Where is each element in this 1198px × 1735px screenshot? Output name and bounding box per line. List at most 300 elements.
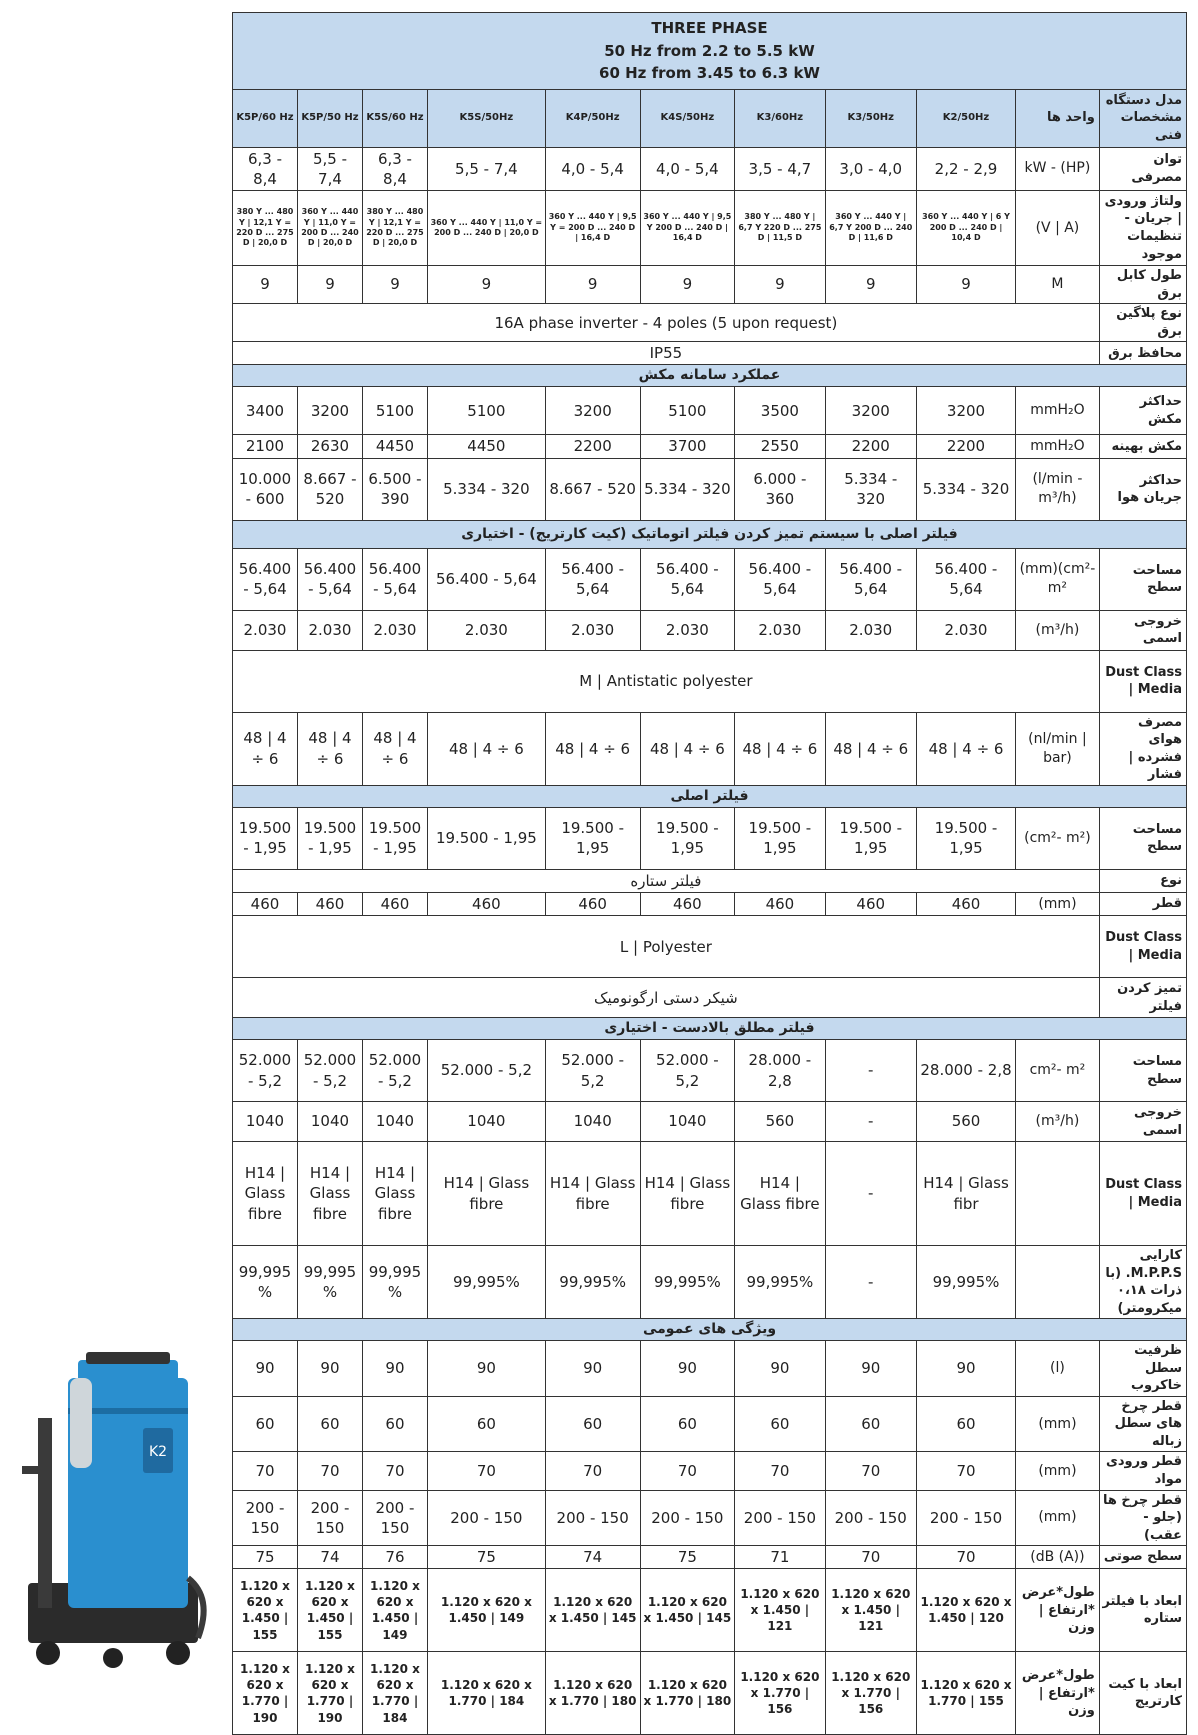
- spec-header: [1099, 89, 1186, 147]
- dims_star-value: 1.120 x 620 x 1.450 | 149: [362, 1569, 427, 1652]
- cable-value: 9: [427, 266, 545, 304]
- max_airflow-value: 5.334 - 320: [916, 458, 1015, 520]
- surface2-value: 19.500 - 1,95: [825, 807, 916, 869]
- table-row: [233, 1040, 1187, 1102]
- max_suction-value: 3200: [825, 387, 916, 435]
- spec-header-line: مدل دستگاه: [1105, 92, 1182, 108]
- max_suction-value: 3500: [735, 387, 825, 435]
- surface1-value: 56.400 - 5,64: [825, 548, 916, 610]
- protection-value: IP55: [233, 342, 1100, 365]
- wheels-value: 200 - 150: [297, 1490, 362, 1546]
- bin_wheel-value: 60: [825, 1396, 916, 1452]
- max_airflow-label: حداکثر جریان هوا: [1099, 458, 1186, 520]
- table-row: [233, 712, 1187, 785]
- noise-value: 74: [297, 1546, 362, 1569]
- model-header: K3/60Hz: [735, 89, 825, 147]
- tank-value: 90: [427, 1341, 545, 1397]
- output3-label: خروجی اسمی: [1099, 1102, 1186, 1142]
- inlet-value: 70: [735, 1452, 825, 1490]
- opt_suction-value: 2550: [735, 435, 825, 458]
- output3-value: 1040: [362, 1102, 427, 1142]
- efficiency-value: -: [825, 1246, 916, 1319]
- diameter-value: 460: [640, 892, 735, 915]
- surface3-value: 52.000 - 5,2: [233, 1040, 298, 1102]
- opt_suction-value: 2630: [297, 435, 362, 458]
- output3-value: -: [825, 1102, 916, 1142]
- dims_star-value: 1.120 x 620 x 1.450 | 121: [825, 1569, 916, 1652]
- surface2-value: 19.500 - 1,95: [362, 807, 427, 869]
- opt_suction-unit: mmH₂O: [1016, 435, 1100, 458]
- cable-value: 9: [297, 266, 362, 304]
- inlet-value: 70: [362, 1452, 427, 1490]
- type-label: نوع: [1099, 869, 1186, 892]
- table-row: [233, 1569, 1187, 1652]
- bin_wheel-value: 60: [427, 1396, 545, 1452]
- noise-value: 70: [825, 1546, 916, 1569]
- surface3-value: 52.000 - 5,2: [362, 1040, 427, 1102]
- surface1-value: 56.400 - 5,64: [545, 548, 640, 610]
- wheels-value: 200 - 150: [362, 1490, 427, 1546]
- surface2-value: 19.500 - 1,95: [427, 807, 545, 869]
- title-line: THREE PHASE: [651, 19, 768, 37]
- dims_cart-value: 1.120 x 620 x 1.770 | 156: [735, 1652, 825, 1735]
- surface1-value: 56.400 - 5,64: [916, 548, 1015, 610]
- max_airflow-value: 6.500 - 390: [362, 458, 427, 520]
- table-row: [233, 978, 1187, 1018]
- wheels-value: 200 - 150: [916, 1490, 1015, 1546]
- voltage-value: 360 Y ... 440 Y | 11,0 Y = 200 D ... 240 D | 20,0 D: [427, 191, 545, 266]
- surface1-value: 56.400 - 5,64: [640, 548, 735, 610]
- dust3-value: H14 | Glass fibre: [735, 1142, 825, 1246]
- efficiency-value: 99,995%: [233, 1246, 298, 1319]
- table-row: [233, 89, 1187, 147]
- cable-value: 9: [916, 266, 1015, 304]
- wheels-value: 200 - 150: [640, 1490, 735, 1546]
- noise-value: 75: [640, 1546, 735, 1569]
- tank-unit: (l): [1016, 1341, 1100, 1397]
- max_suction-unit: mmH₂O: [1016, 387, 1100, 435]
- table-row: [233, 1018, 1187, 1040]
- max_airflow-value: 8.667 - 520: [297, 458, 362, 520]
- cable-value: 9: [545, 266, 640, 304]
- opt_suction-value: 4450: [362, 435, 427, 458]
- surface3-unit: cm²- m²: [1016, 1040, 1100, 1102]
- surface2-value: 19.500 - 1,95: [916, 807, 1015, 869]
- max_suction-value: 3200: [545, 387, 640, 435]
- tank-value: 90: [916, 1341, 1015, 1397]
- air_consumption-value: 48 | 4 ÷ 6: [545, 712, 640, 785]
- cable-value: 9: [362, 266, 427, 304]
- surface1-unit: (mm)(cm²- m²: [1016, 548, 1100, 610]
- section-header: فیلتر مطلق بالادست - اختیاری: [233, 1018, 1187, 1040]
- tank-value: 90: [545, 1341, 640, 1397]
- protection-label: محافظ برق: [1099, 342, 1186, 365]
- cable-value: 9: [735, 266, 825, 304]
- title-line: 50 Hz from 2.2 to 5.5 kW: [604, 41, 815, 60]
- max_airflow-value: 10.000 - 600: [233, 458, 298, 520]
- wheels-unit: (mm): [1016, 1490, 1100, 1546]
- dust1-value: M | Antistatic polyester: [233, 650, 1100, 712]
- output3-value: 1040: [233, 1102, 298, 1142]
- diameter-value: 460: [427, 892, 545, 915]
- wheels-value: 200 - 150: [545, 1490, 640, 1546]
- dims_star-value: 1.120 x 620 x 1.450 | 145: [640, 1569, 735, 1652]
- table-row: [233, 548, 1187, 610]
- dims_cart-value: 1.120 x 620 x 1.770 | 184: [427, 1652, 545, 1735]
- dust1-label: Dust Class | Media: [1099, 650, 1186, 712]
- max_airflow-value: 5.334 - 320: [825, 458, 916, 520]
- tank-label: ظرفیت سطل خاکروب: [1099, 1341, 1186, 1397]
- diameter-label: قطر: [1099, 892, 1186, 915]
- dims_star-value: 1.120 x 620 x 1.450 | 149: [427, 1569, 545, 1652]
- surface2-value: 19.500 - 1,95: [735, 807, 825, 869]
- output3-value: 1040: [545, 1102, 640, 1142]
- diameter-unit: (mm): [1016, 892, 1100, 915]
- table-row: [233, 520, 1187, 548]
- table-row: [233, 1319, 1187, 1341]
- table-row: [233, 13, 1187, 90]
- output1-label: خروجی اسمی: [1099, 610, 1186, 650]
- voltage-label: ولتاژ ورودی | جریان - تنظیمات موجود: [1099, 191, 1186, 266]
- dust3-value: H14 | Glass fibre: [545, 1142, 640, 1246]
- svg-text:K2: K2: [148, 1444, 168, 1460]
- model-header: K5S/50Hz: [427, 89, 545, 147]
- table-row: [233, 1341, 1187, 1397]
- diameter-value: 460: [233, 892, 298, 915]
- opt_suction-value: 2200: [825, 435, 916, 458]
- wheels-value: 200 - 150: [735, 1490, 825, 1546]
- output1-value: 2.030: [735, 610, 825, 650]
- power-unit: kW - (HP): [1016, 147, 1100, 191]
- surface1-value: 56.400 - 5,64: [362, 548, 427, 610]
- cable-value: 9: [825, 266, 916, 304]
- opt_suction-value: 2200: [545, 435, 640, 458]
- surface2-unit: (cm²- m²): [1016, 807, 1100, 869]
- surface3-value: 52.000 - 5,2: [545, 1040, 640, 1102]
- air_consumption-value: 48 | 4 ÷ 6: [297, 712, 362, 785]
- surface2-value: 19.500 - 1,95: [545, 807, 640, 869]
- dims_cart-value: 1.120 x 620 x 1.770 | 190: [233, 1652, 298, 1735]
- dims_star-value: 1.120 x 620 x 1.450 | 155: [233, 1569, 298, 1652]
- section-header: فیلتر اصلی با سیستم تمیز کردن فیلتر اتوماتیک (کیت کارتریج) - اختیاری: [233, 520, 1187, 548]
- table-row: [233, 435, 1187, 458]
- voltage-value: 360 Y ... 440 Y | 6,7 Y 200 D ... 240 D | 11,6 D: [825, 191, 916, 266]
- tank-value: 90: [825, 1341, 916, 1397]
- tank-value: 90: [735, 1341, 825, 1397]
- cleaning-label: تمیز کردن فیلتر: [1099, 978, 1186, 1018]
- table-row: [233, 365, 1187, 387]
- section-header: فیلتر اصلی: [233, 785, 1187, 807]
- power-value: 6,3 - 8,4: [233, 147, 298, 191]
- unit-header: واحد ها: [1016, 89, 1100, 147]
- surface1-label: مساحت سطح: [1099, 548, 1186, 610]
- max_suction-value: 5100: [427, 387, 545, 435]
- max_suction-value: 3200: [297, 387, 362, 435]
- table-row: [233, 191, 1187, 266]
- tank-value: 90: [640, 1341, 735, 1397]
- model-header: K4S/50Hz: [640, 89, 735, 147]
- table-row: [233, 266, 1187, 304]
- output1-value: 2.030: [427, 610, 545, 650]
- surface3-label: مساحت سطح: [1099, 1040, 1186, 1102]
- output1-value: 2.030: [640, 610, 735, 650]
- bin_wheel-value: 60: [362, 1396, 427, 1452]
- noise-value: 76: [362, 1546, 427, 1569]
- dust3-value: -: [825, 1142, 916, 1246]
- efficiency-value: 99,995%: [362, 1246, 427, 1319]
- air_consumption-value: 48 | 4 ÷ 6: [233, 712, 298, 785]
- opt_suction-value: 3700: [640, 435, 735, 458]
- dims_cart-sublabel: طول*عرض*ارتفاع | وزن: [1016, 1652, 1100, 1735]
- dust2-value: L | Polyester: [233, 916, 1100, 978]
- efficiency-value: 99,995%: [545, 1246, 640, 1319]
- plug-label: نوع پلاگین برق: [1099, 304, 1186, 342]
- table-row: [233, 1546, 1187, 1569]
- model-header: K5P/50 Hz: [297, 89, 362, 147]
- dust3-value: H14 | Glass fibr: [916, 1142, 1015, 1246]
- voltage-value: 360 Y ... 440 Y | 9,5 Y = 200 D ... 240 D | 16,4 D: [545, 191, 640, 266]
- spec-header-line: مشخصات فنی: [1120, 110, 1182, 143]
- surface1-value: 56.400 - 5,64: [233, 548, 298, 610]
- surface1-value: 56.400 - 5,64: [297, 548, 362, 610]
- dims_star-value: 1.120 x 620 x 1.450 | 155: [297, 1569, 362, 1652]
- table-row: [233, 147, 1187, 191]
- surface3-value: 52.000 - 5,2: [427, 1040, 545, 1102]
- efficiency-label: کارایی M.P.P.S. (با ذرات ۰،۱۸ میکرومتر): [1099, 1246, 1186, 1319]
- bin_wheel-value: 60: [297, 1396, 362, 1452]
- dims_star-value: 1.120 x 620 x 1.450 | 120: [916, 1569, 1015, 1652]
- output1-value: 2.030: [297, 610, 362, 650]
- noise-value: 74: [545, 1546, 640, 1569]
- plug-value: 16A phase inverter - 4 poles (5 upon request): [233, 304, 1100, 342]
- dims_cart-value: 1.120 x 620 x 1.770 | 180: [545, 1652, 640, 1735]
- tank-value: 90: [362, 1341, 427, 1397]
- air_consumption-value: 48 | 4 ÷ 6: [825, 712, 916, 785]
- type-value: فیلتر ستاره: [233, 869, 1100, 892]
- noise-unit: (dB (A)): [1016, 1546, 1100, 1569]
- surface3-value: 52.000 - 5,2: [640, 1040, 735, 1102]
- title-line: 60 Hz from 3.45 to 6.3 kW: [599, 64, 820, 82]
- air_consumption-value: 48 | 4 ÷ 6: [735, 712, 825, 785]
- inlet-value: 70: [233, 1452, 298, 1490]
- dims_cart-label: ابعاد با کیت کارتریج: [1099, 1652, 1186, 1735]
- wheels-value: 200 - 150: [233, 1490, 298, 1546]
- output3-value: 1040: [640, 1102, 735, 1142]
- efficiency-unit: [1016, 1246, 1100, 1319]
- power-value: 5,5 - 7,4: [427, 147, 545, 191]
- diameter-value: 460: [362, 892, 427, 915]
- diameter-value: 460: [297, 892, 362, 915]
- max_suction-value: 5100: [362, 387, 427, 435]
- noise-value: 75: [233, 1546, 298, 1569]
- inlet-value: 70: [427, 1452, 545, 1490]
- bin_wheel-value: 60: [233, 1396, 298, 1452]
- bin_wheel-unit: (mm): [1016, 1396, 1100, 1452]
- voltage-value: 380 Y ... 480 Y | 12,1 Y = 220 D ... 275 D | 20,0 D: [362, 191, 427, 266]
- table-row: [233, 342, 1187, 365]
- dims_star-value: 1.120 x 620 x 1.450 | 145: [545, 1569, 640, 1652]
- surface1-value: 56.400 - 5,64: [427, 548, 545, 610]
- table-row: [233, 1246, 1187, 1319]
- surface1-value: 56.400 - 5,64: [735, 548, 825, 610]
- noise-value: 70: [916, 1546, 1015, 1569]
- dims_star-label: ابعاد با فیلتر ستاره: [1099, 1569, 1186, 1652]
- noise-value: 71: [735, 1546, 825, 1569]
- voltage-value: 360 Y ... 440 Y | 11,0 Y = 200 D ... 240 D | 20,0 D: [297, 191, 362, 266]
- table-row: [233, 892, 1187, 915]
- dims_star-value: 1.120 x 620 x 1.450 | 121: [735, 1569, 825, 1652]
- diameter-value: 460: [545, 892, 640, 915]
- table-row: [233, 650, 1187, 712]
- bin_wheel-value: 60: [545, 1396, 640, 1452]
- power-value: 2,2 - 2,9: [916, 147, 1015, 191]
- table-row: [233, 785, 1187, 807]
- model-header: K5P/60 Hz: [233, 89, 298, 147]
- table-title: [233, 13, 1187, 90]
- voltage-value: 380 Y ... 480 Y | 6,7 Y 220 D ... 275 D | 11,5 D: [735, 191, 825, 266]
- dust2-label: Dust Class | Media: [1099, 916, 1186, 978]
- table-row: [233, 1652, 1187, 1735]
- dust3-unit: [1016, 1142, 1100, 1246]
- table-row: [233, 1142, 1187, 1246]
- cable-label: طول کابل برق: [1099, 266, 1186, 304]
- surface2-value: 19.500 - 1,95: [233, 807, 298, 869]
- dims_cart-value: 1.120 x 620 x 1.770 | 184: [362, 1652, 427, 1735]
- power-value: 6,3 - 8,4: [362, 147, 427, 191]
- dims_cart-value: 1.120 x 620 x 1.770 | 190: [297, 1652, 362, 1735]
- output3-value: 560: [916, 1102, 1015, 1142]
- table-row: [233, 458, 1187, 520]
- dust3-value: H14 | Glass fibre: [297, 1142, 362, 1246]
- tank-value: 90: [297, 1341, 362, 1397]
- max_airflow-unit: (l/min - m³/h): [1016, 458, 1100, 520]
- output1-value: 2.030: [233, 610, 298, 650]
- cleaning-value: شیکر دستی ارگونومیک: [233, 978, 1100, 1018]
- voltage-value: 380 Y ... 480 Y | 12,1 Y = 220 D ... 275 D | 20,0 D: [233, 191, 298, 266]
- table-row: [233, 869, 1187, 892]
- bin_wheel-label: قطر چرخ های سطل زباله: [1099, 1396, 1186, 1452]
- voltage-value: 360 Y ... 440 Y | 9,5 Y 200 D ... 240 D | 16,4 D: [640, 191, 735, 266]
- air_consumption-value: 48 | 4 ÷ 6: [362, 712, 427, 785]
- dust3-value: H14 | Glass fibre: [362, 1142, 427, 1246]
- air_consumption-value: 48 | 4 ÷ 6: [916, 712, 1015, 785]
- efficiency-value: 99,995%: [735, 1246, 825, 1319]
- efficiency-value: 99,995%: [297, 1246, 362, 1319]
- output1-value: 2.030: [362, 610, 427, 650]
- output3-unit: (m³/h): [1016, 1102, 1100, 1142]
- section-header: ویژگی های عمومی: [233, 1319, 1187, 1341]
- output1-value: 2.030: [825, 610, 916, 650]
- vacuum-cleaner-image: [8, 1348, 228, 1678]
- dims_star-sublabel: طول*عرض*ارتفاع | وزن: [1016, 1569, 1100, 1652]
- power-value: 4,0 - 5,4: [640, 147, 735, 191]
- max_airflow-value: 5.334 - 320: [427, 458, 545, 520]
- inlet-label: قطر ورودی مواد: [1099, 1452, 1186, 1490]
- dust3-value: H14 | Glass fibre: [233, 1142, 298, 1246]
- surface2-label: مساحت سطح: [1099, 807, 1186, 869]
- opt_suction-value: 2200: [916, 435, 1015, 458]
- wheels-label: قطر چرخ ها (جلو - عقب): [1099, 1490, 1186, 1546]
- air_consumption-value: 48 | 4 ÷ 6: [640, 712, 735, 785]
- table-row: [233, 916, 1187, 978]
- max_suction-label: حداکثر مکش: [1099, 387, 1186, 435]
- dims_cart-value: 1.120 x 620 x 1.770 | 155: [916, 1652, 1015, 1735]
- inlet-value: 70: [916, 1452, 1015, 1490]
- voltage-unit: (V | A): [1016, 191, 1100, 266]
- table-row: [233, 1102, 1187, 1142]
- model-header: K3/50Hz: [825, 89, 916, 147]
- max_suction-value: 3200: [916, 387, 1015, 435]
- dims_cart-value: 1.120 x 620 x 1.770 | 156: [825, 1652, 916, 1735]
- cable-value: 9: [233, 266, 298, 304]
- output1-value: 2.030: [545, 610, 640, 650]
- max_suction-value: 3400: [233, 387, 298, 435]
- diameter-value: 460: [825, 892, 916, 915]
- dims_cart-value: 1.120 x 620 x 1.770 | 180: [640, 1652, 735, 1735]
- max_airflow-value: 6.000 - 360: [735, 458, 825, 520]
- max_airflow-value: 5.334 - 320: [640, 458, 735, 520]
- max_suction-value: 5100: [640, 387, 735, 435]
- surface3-value: -: [825, 1040, 916, 1102]
- opt_suction-label: مکش بهینه: [1099, 435, 1186, 458]
- power-value: 3,5 - 4,7: [735, 147, 825, 191]
- tank-value: 90: [233, 1341, 298, 1397]
- bin_wheel-value: 60: [735, 1396, 825, 1452]
- opt_suction-value: 4450: [427, 435, 545, 458]
- surface3-value: 28.000 - 2,8: [735, 1040, 825, 1102]
- inlet-value: 70: [545, 1452, 640, 1490]
- cable-unit: M: [1016, 266, 1100, 304]
- inlet-value: 70: [640, 1452, 735, 1490]
- model-header: K5S/60 Hz: [362, 89, 427, 147]
- model-header: K2/50Hz: [916, 89, 1015, 147]
- table-row: [233, 1452, 1187, 1490]
- table-row: [233, 387, 1187, 435]
- diameter-value: 460: [916, 892, 1015, 915]
- noise-value: 75: [427, 1546, 545, 1569]
- output1-unit: (m³/h): [1016, 610, 1100, 650]
- efficiency-value: 99,995%: [427, 1246, 545, 1319]
- opt_suction-value: 2100: [233, 435, 298, 458]
- bin_wheel-value: 60: [916, 1396, 1015, 1452]
- dust3-value: H14 | Glass fibre: [640, 1142, 735, 1246]
- power-value: 5,5 - 7,4: [297, 147, 362, 191]
- inlet-value: 70: [825, 1452, 916, 1490]
- noise-label: سطح صوتی: [1099, 1546, 1186, 1569]
- wheels-value: 200 - 150: [427, 1490, 545, 1546]
- power-value: 4,0 - 5,4: [545, 147, 640, 191]
- inlet-unit: (mm): [1016, 1452, 1100, 1490]
- output3-value: 560: [735, 1102, 825, 1142]
- power-value: 3,0 - 4,0: [825, 147, 916, 191]
- diameter-value: 460: [735, 892, 825, 915]
- table-row: [233, 610, 1187, 650]
- surface3-value: 52.000 - 5,2: [297, 1040, 362, 1102]
- cable-value: 9: [640, 266, 735, 304]
- surface3-value: 28.000 - 2,8: [916, 1040, 1015, 1102]
- output3-value: 1040: [427, 1102, 545, 1142]
- spec-table: [232, 12, 1187, 1735]
- voltage-value: 360 Y ... 440 Y | 6 Y 200 D ... 240 D | 10,4 D: [916, 191, 1015, 266]
- power-label: توان مصرفی: [1099, 147, 1186, 191]
- table-row: [233, 1396, 1187, 1452]
- output3-value: 1040: [297, 1102, 362, 1142]
- max_airflow-value: 8.667 - 520: [545, 458, 640, 520]
- surface2-value: 19.500 - 1,95: [640, 807, 735, 869]
- table-row: [233, 807, 1187, 869]
- dust3-value: H14 | Glass fibre: [427, 1142, 545, 1246]
- dust3-label: Dust Class | Media: [1099, 1142, 1186, 1246]
